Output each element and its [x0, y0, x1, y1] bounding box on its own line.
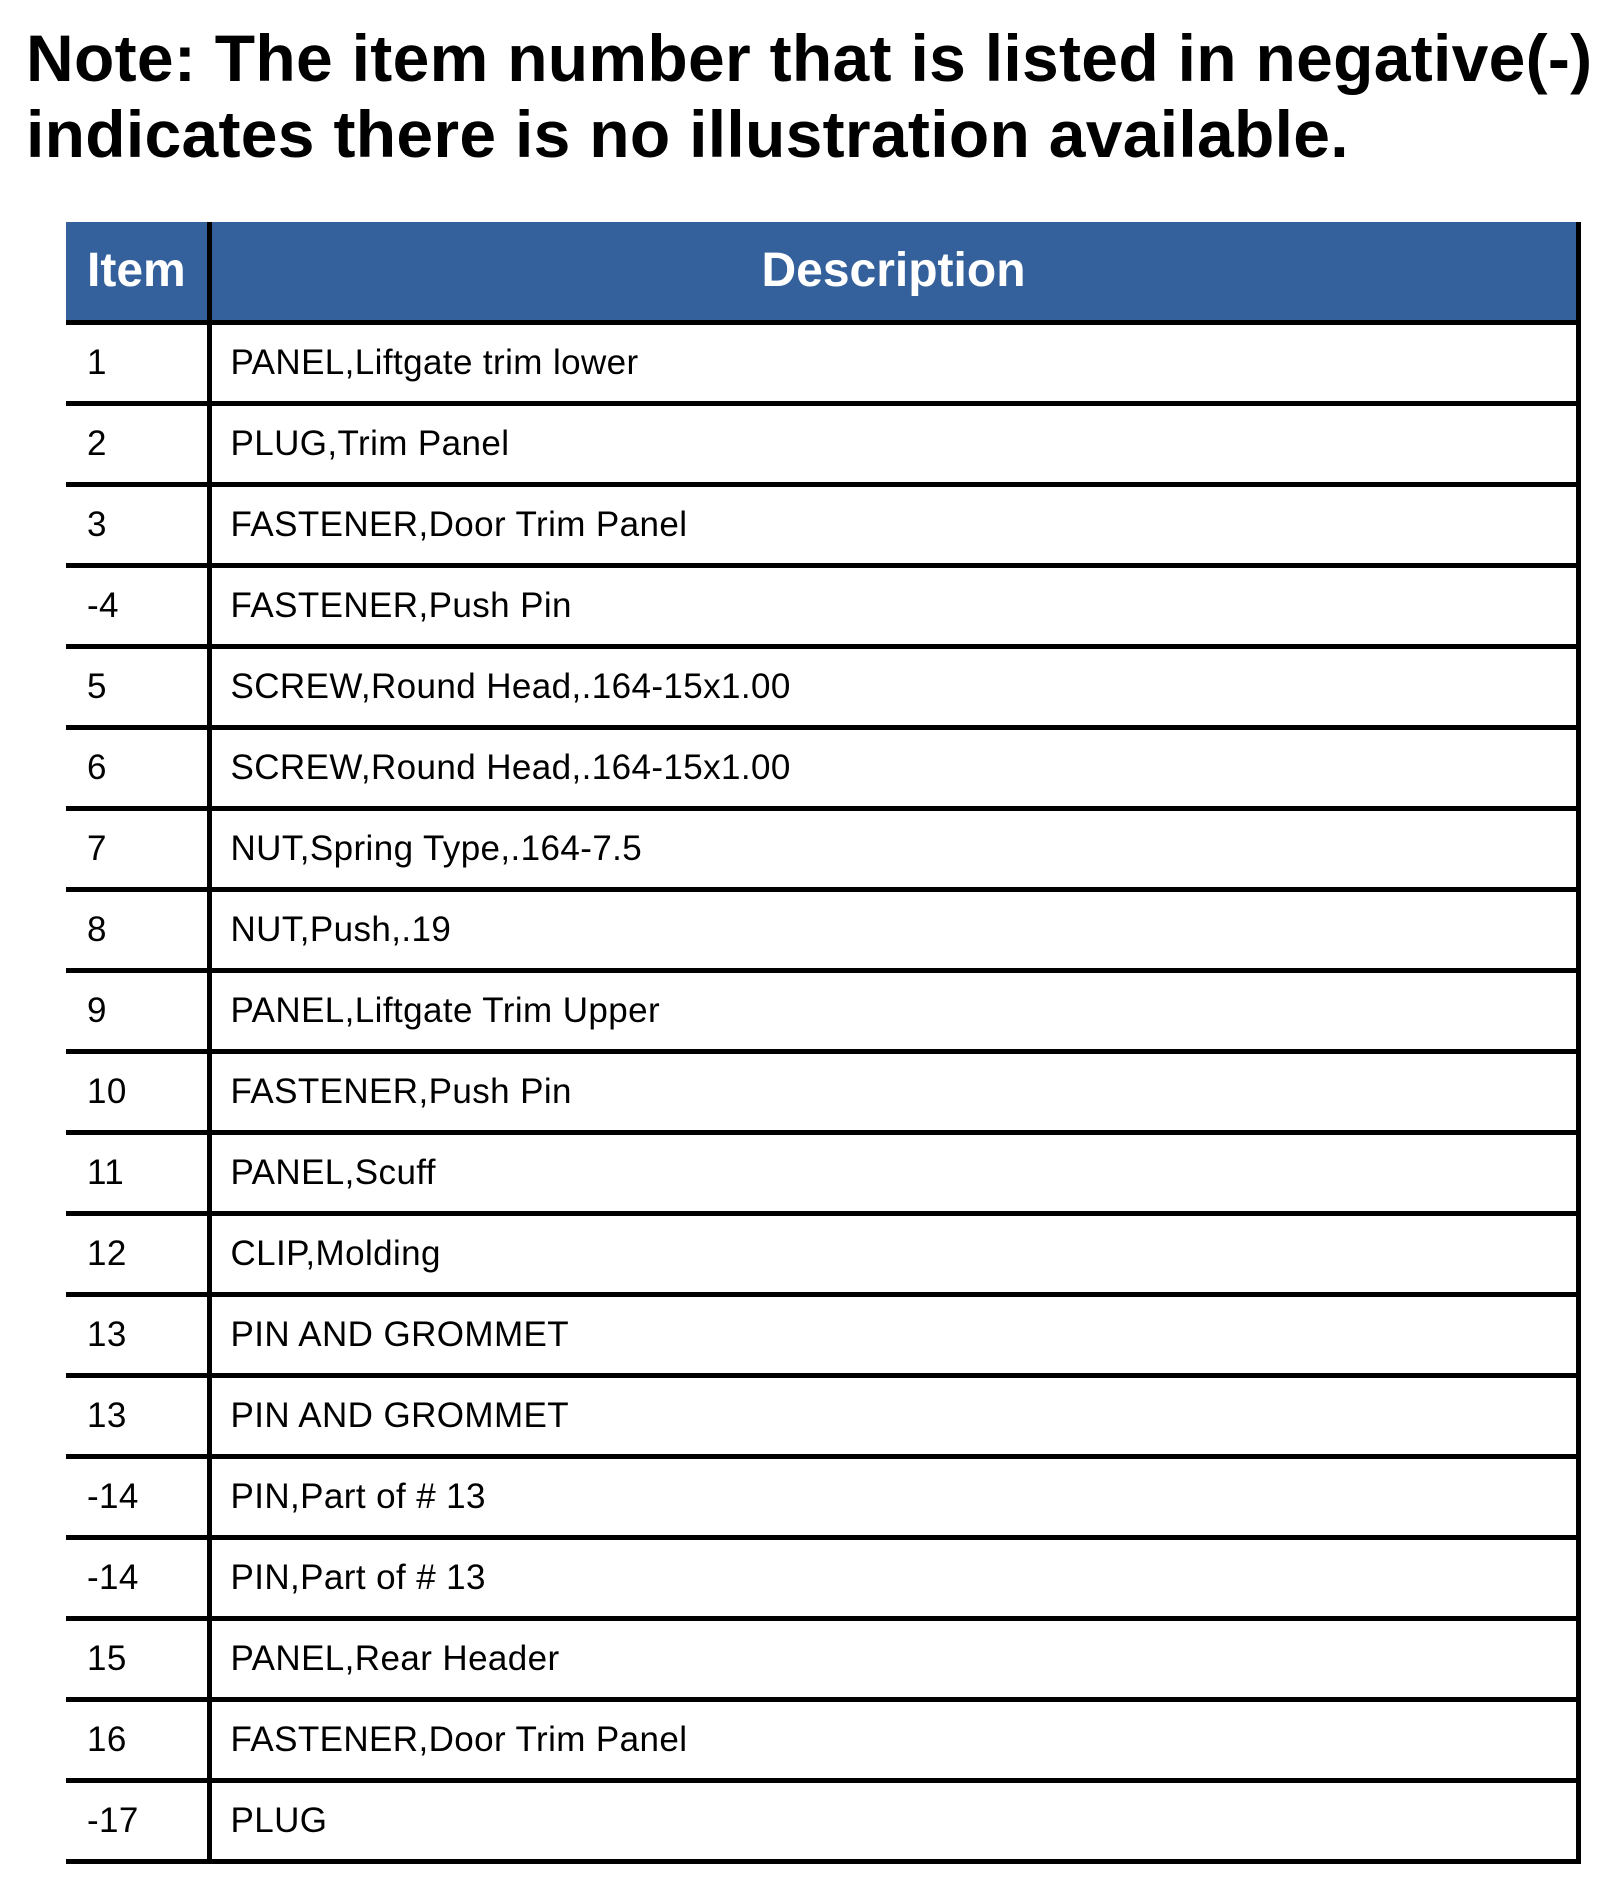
description-cell: PIN AND GROMMET: [209, 1375, 1578, 1456]
item-number-cell: 13: [66, 1375, 209, 1456]
description-cell: PANEL,Rear Header: [209, 1618, 1578, 1699]
item-number-cell: 2: [66, 403, 209, 484]
description-cell: PANEL,Liftgate Trim Upper: [209, 970, 1578, 1051]
column-header-description: Description: [209, 222, 1578, 322]
table-row: [66, 1456, 1578, 1537]
item-number-cell: 15: [66, 1618, 209, 1699]
table-row: [66, 565, 1578, 646]
item-number-cell: 13: [66, 1294, 209, 1375]
note-line-2: indicates there is no illustration available.: [26, 97, 1349, 171]
item-number-cell: 10: [66, 1051, 209, 1132]
item-number-cell: 6: [66, 727, 209, 808]
item-number-cell: -14: [66, 1537, 209, 1618]
table-row: [66, 1537, 1578, 1618]
description-cell: SCREW,Round Head,.164-15x1.00: [209, 646, 1578, 727]
description-cell: PANEL,Liftgate trim lower: [209, 322, 1578, 403]
table-row: [66, 1699, 1578, 1780]
description-cell: PIN AND GROMMET: [209, 1294, 1578, 1375]
item-number-cell: 12: [66, 1213, 209, 1294]
description-cell: PANEL,Scuff: [209, 1132, 1578, 1213]
table-row: [66, 970, 1578, 1051]
table-row: [66, 1780, 1578, 1861]
description-cell: FASTENER,Push Pin: [209, 1051, 1578, 1132]
item-number-cell: 1: [66, 322, 209, 403]
column-header-item: Item: [66, 222, 209, 322]
item-number-cell: 9: [66, 970, 209, 1051]
description-cell: PIN,Part of # 13: [209, 1456, 1578, 1537]
description-cell: FASTENER,Push Pin: [209, 565, 1578, 646]
parts-table: [66, 222, 1581, 1864]
description-cell: PLUG: [209, 1780, 1578, 1861]
table-row: [66, 1618, 1578, 1699]
item-number-cell: 5: [66, 646, 209, 727]
table-row: [66, 1375, 1578, 1456]
item-number-cell: 11: [66, 1132, 209, 1213]
description-cell: FASTENER,Door Trim Panel: [209, 484, 1578, 565]
item-number-cell: -17: [66, 1780, 209, 1861]
item-number-cell: -4: [66, 565, 209, 646]
description-cell: FASTENER,Door Trim Panel: [209, 1699, 1578, 1780]
description-cell: CLIP,Molding: [209, 1213, 1578, 1294]
table-row: [66, 1294, 1578, 1375]
table-row: [66, 403, 1578, 484]
table-row: [66, 322, 1578, 403]
table-row: [66, 889, 1578, 970]
table-header: [66, 222, 1578, 322]
description-cell: PIN,Part of # 13: [209, 1537, 1578, 1618]
page-note: [26, 20, 1593, 172]
table-row: [66, 808, 1578, 889]
description-cell: PLUG,Trim Panel: [209, 403, 1578, 484]
table-row: [66, 1213, 1578, 1294]
table-row: [66, 1051, 1578, 1132]
table-row: [66, 1132, 1578, 1213]
item-number-cell: 8: [66, 889, 209, 970]
header-row: [66, 222, 1578, 322]
table-body: [66, 322, 1578, 1861]
table-row: [66, 727, 1578, 808]
item-number-cell: 3: [66, 484, 209, 565]
item-number-cell: -14: [66, 1456, 209, 1537]
description-cell: SCREW,Round Head,.164-15x1.00: [209, 727, 1578, 808]
table-row: [66, 646, 1578, 727]
table-row: [66, 484, 1578, 565]
item-number-cell: 7: [66, 808, 209, 889]
item-number-cell: 16: [66, 1699, 209, 1780]
description-cell: NUT,Spring Type,.164-7.5: [209, 808, 1578, 889]
description-cell: NUT,Push,.19: [209, 889, 1578, 970]
note-line-1: Note: The item number that is listed in negative(-): [26, 21, 1593, 95]
